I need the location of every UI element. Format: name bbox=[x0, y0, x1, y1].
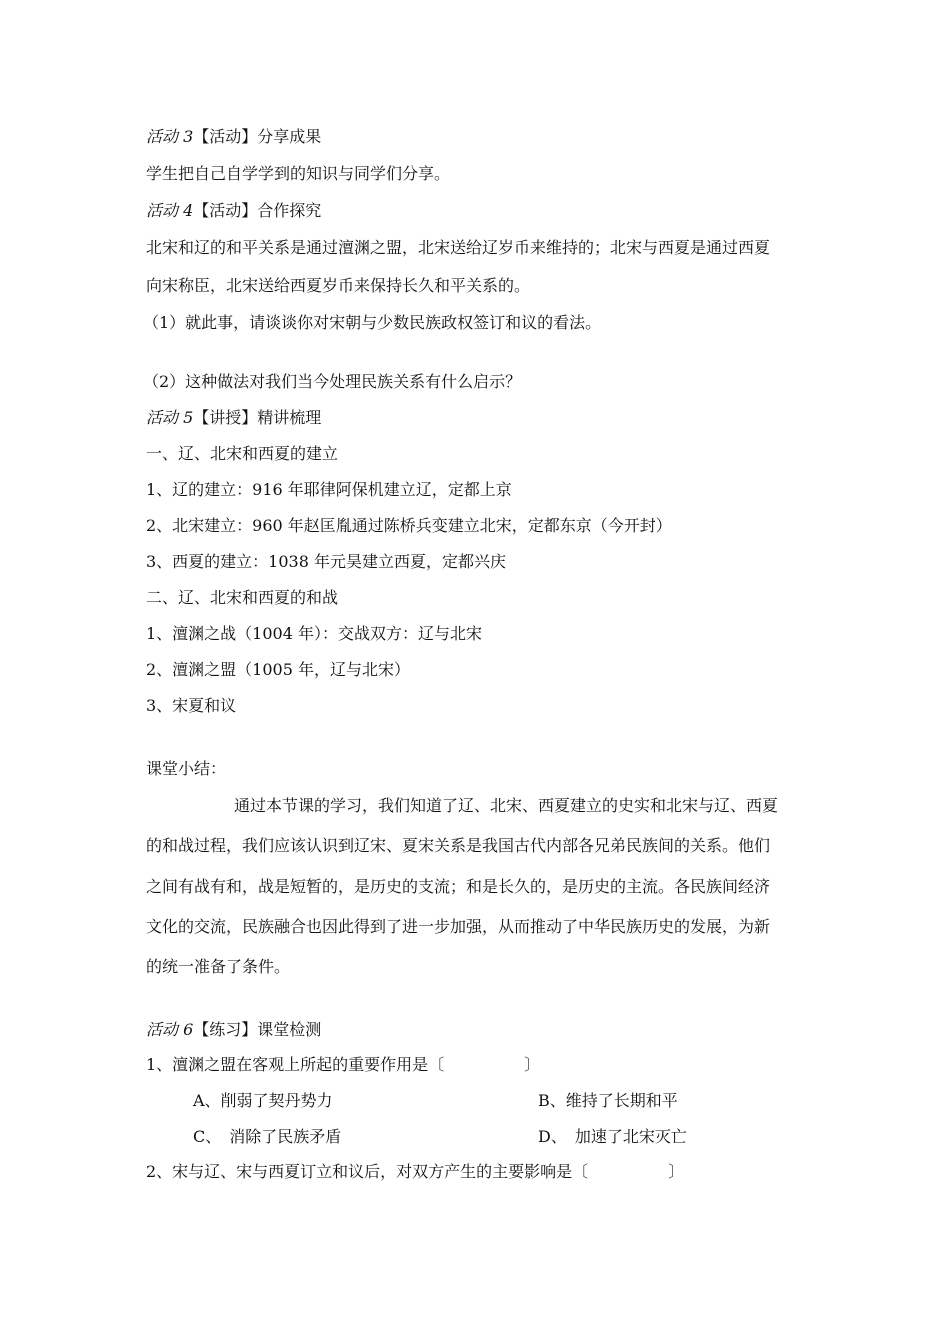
question-2: （2）这种做法对我们当今处理民族关系有什么启示？ bbox=[143, 372, 522, 391]
activity4-tag: 【活动】 bbox=[193, 201, 258, 220]
outline-item: 2、澶渊之盟（1005 年，辽与北宋） bbox=[146, 660, 410, 679]
summary-title: 课堂小结： bbox=[146, 759, 227, 778]
exercise-2: 2、宋与辽、宋与西夏订立和议后，对双方产生的主要影响是〔 〕 bbox=[146, 1162, 685, 1181]
activity6-title: 课堂检测 bbox=[257, 1020, 322, 1039]
summary-line: 的统一准备了条件。 bbox=[146, 957, 291, 976]
exercise1-option-d: D、 加速了北宋灭亡 bbox=[538, 1127, 687, 1146]
summary-line: 通过本节课的学习，我们知道了辽、北宋、西夏建立的史实和北宋与辽、西夏 bbox=[234, 796, 779, 815]
summary-line: 的和战过程，我们应该认识到辽宋、夏宋关系是我国古代内部各兄弟民族间的关系。他们 bbox=[146, 836, 771, 855]
outline-item: 3、西夏的建立：1038 年元昊建立西夏，定都兴庆 bbox=[146, 552, 506, 571]
activity3-number: 活动 3 bbox=[146, 127, 194, 146]
outline-item: 3、宋夏和议 bbox=[146, 696, 237, 715]
exercise1-option-b: B、维持了长期和平 bbox=[538, 1091, 678, 1110]
summary-line: 文化的交流，民族融合也因此得到了进一步加强，从而推动了中华民族历史的发展，为新 bbox=[146, 917, 771, 936]
activity6-number: 活动 6 bbox=[146, 1020, 194, 1039]
outline-item: 一、辽、北宋和西夏的建立 bbox=[146, 444, 339, 463]
activity4-title: 合作探究 bbox=[257, 201, 322, 220]
activity3-tag: 【活动】 bbox=[193, 127, 258, 146]
activity5-tag: 【讲授】 bbox=[193, 408, 258, 427]
exercise1-option-c: C、 消除了民族矛盾 bbox=[193, 1127, 342, 1146]
outline-item: 2、北宋建立：960 年赵匡胤通过陈桥兵变建立北宋，定都东京（今开封） bbox=[146, 516, 672, 535]
activity3-heading bbox=[146, 126, 321, 148]
activity4-text-line1: 北宋和辽的和平关系是通过澶渊之盟，北宋送给辽岁币来维持的；北宋与西夏是通过西夏 bbox=[146, 238, 771, 257]
activity6-heading bbox=[146, 1019, 321, 1041]
outline-item: 二、辽、北宋和西夏的和战 bbox=[146, 588, 339, 607]
activity4-text-line2: 向宋称臣，北宋送给西夏岁币来保持长久和平关系的。 bbox=[146, 276, 531, 295]
exercise1-option-a: A、削弱了契丹势力 bbox=[193, 1091, 333, 1110]
outline-item: 1、辽的建立：916 年耶律阿保机建立辽，定都上京 bbox=[146, 480, 512, 499]
activity5-title: 精讲梳理 bbox=[257, 408, 322, 427]
activity3-text: 学生把自己自学学到的知识与同学们分享。 bbox=[146, 164, 451, 183]
question-1: （1）就此事，请谈谈你对宋朝与少数民族政权签订和议的看法。 bbox=[143, 313, 602, 332]
activity6-tag: 【练习】 bbox=[193, 1020, 258, 1039]
activity3-title: 分享成果 bbox=[257, 127, 322, 146]
exercise-1: 1、澶渊之盟在客观上所起的重要作用是〔 〕 bbox=[146, 1055, 541, 1074]
summary-line: 之间有战有和，战是短暂的，是历史的支流；和是长久的，是历史的主流。各民族间经济 bbox=[146, 877, 771, 896]
activity5-heading bbox=[146, 407, 321, 429]
outline-item: 1、澶渊之战（1004 年）：交战双方：辽与北宋 bbox=[146, 624, 482, 643]
activity4-number: 活动 4 bbox=[146, 201, 194, 220]
activity5-number: 活动 5 bbox=[146, 408, 194, 427]
activity4-heading bbox=[146, 200, 321, 222]
